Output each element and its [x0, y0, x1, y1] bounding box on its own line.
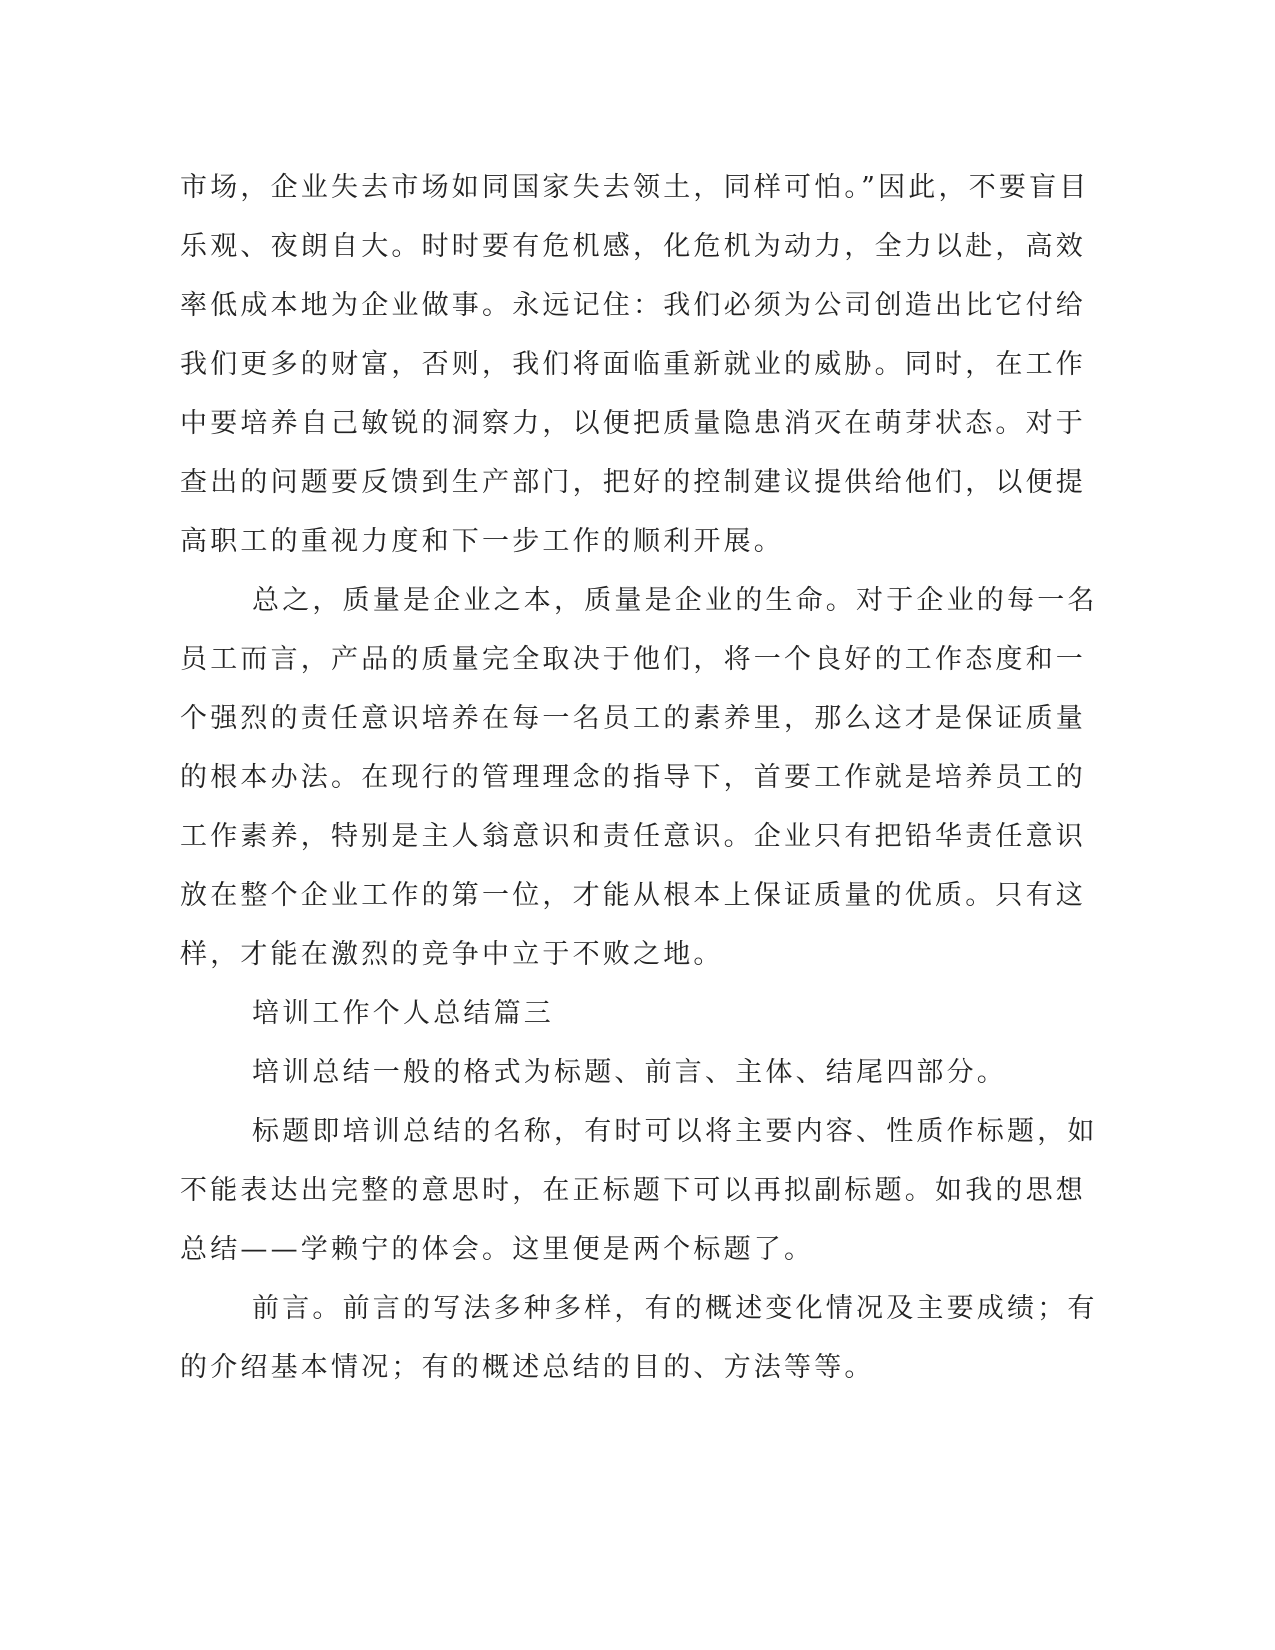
body-text	[180, 158, 1098, 1397]
text-line: 的根本办法。在现行的管理理念的指导下，首要工作就是培养员工的	[180, 762, 1086, 793]
text-line: 中要培养自己敏锐的洞察力，以便把质量隐患消灭在萌芽状态。对于	[180, 408, 1086, 439]
text-line: 市场，企业失去市场如同国家失去领土，同样可怕。”因此，不要盲目	[180, 172, 1090, 203]
text-line: 率低成本地为企业做事。永远记住：我们必须为公司创造出比它付给	[180, 290, 1086, 321]
text-line: 乐观、夜朗自大。时时要有危机感，化危机为动力，全力以赴，高效	[180, 231, 1086, 262]
text-line: 员工而言，产品的质量完全取决于他们，将一个良好的工作态度和一	[180, 644, 1086, 675]
section-heading: 培训工作个人总结篇三	[252, 998, 554, 1029]
text-line: 高职工的重视力度和下一步工作的顺利开展。	[180, 526, 784, 557]
text-line: 放在整个企业工作的第一位，才能从根本上保证质量的优质。只有这	[180, 880, 1086, 911]
paragraph-start-line: 总之，质量是企业之本，质量是企业的生命。对于企业的每一名	[252, 585, 1098, 616]
text-line: 总结——学赖宁的体会。这里便是两个标题了。	[180, 1234, 815, 1265]
paragraph-start-line: 标题即培训总结的名称，有时可以将主要内容、性质作标题，如	[252, 1116, 1098, 1147]
text-line: 工作素养，特别是主人翁意识和责任意识。企业只有把铅华责任意识	[180, 821, 1086, 852]
text-line: 的介绍基本情况；有的概述总结的目的、方法等等。	[180, 1352, 875, 1383]
text-line: 我们更多的财富，否则，我们将面临重新就业的威胁。同时，在工作	[180, 349, 1086, 380]
text-line: 查出的问题要反馈到生产部门，把好的控制建议提供给他们，以便提	[180, 467, 1086, 498]
paragraph-start-line: 培训总结一般的格式为标题、前言、主体、结尾四部分。	[252, 1057, 1007, 1088]
text-line: 不能表达出完整的意思时，在正标题下可以再拟副标题。如我的思想	[180, 1175, 1086, 1206]
paragraph-start-line: 前言。前言的写法多种多样，有的概述变化情况及主要成绩；有	[252, 1293, 1098, 1324]
text-line: 样，才能在激烈的竞争中立于不败之地。	[180, 939, 724, 970]
text-line: 个强烈的责任意识培养在每一名员工的素养里，那么这才是保证质量	[180, 703, 1086, 734]
